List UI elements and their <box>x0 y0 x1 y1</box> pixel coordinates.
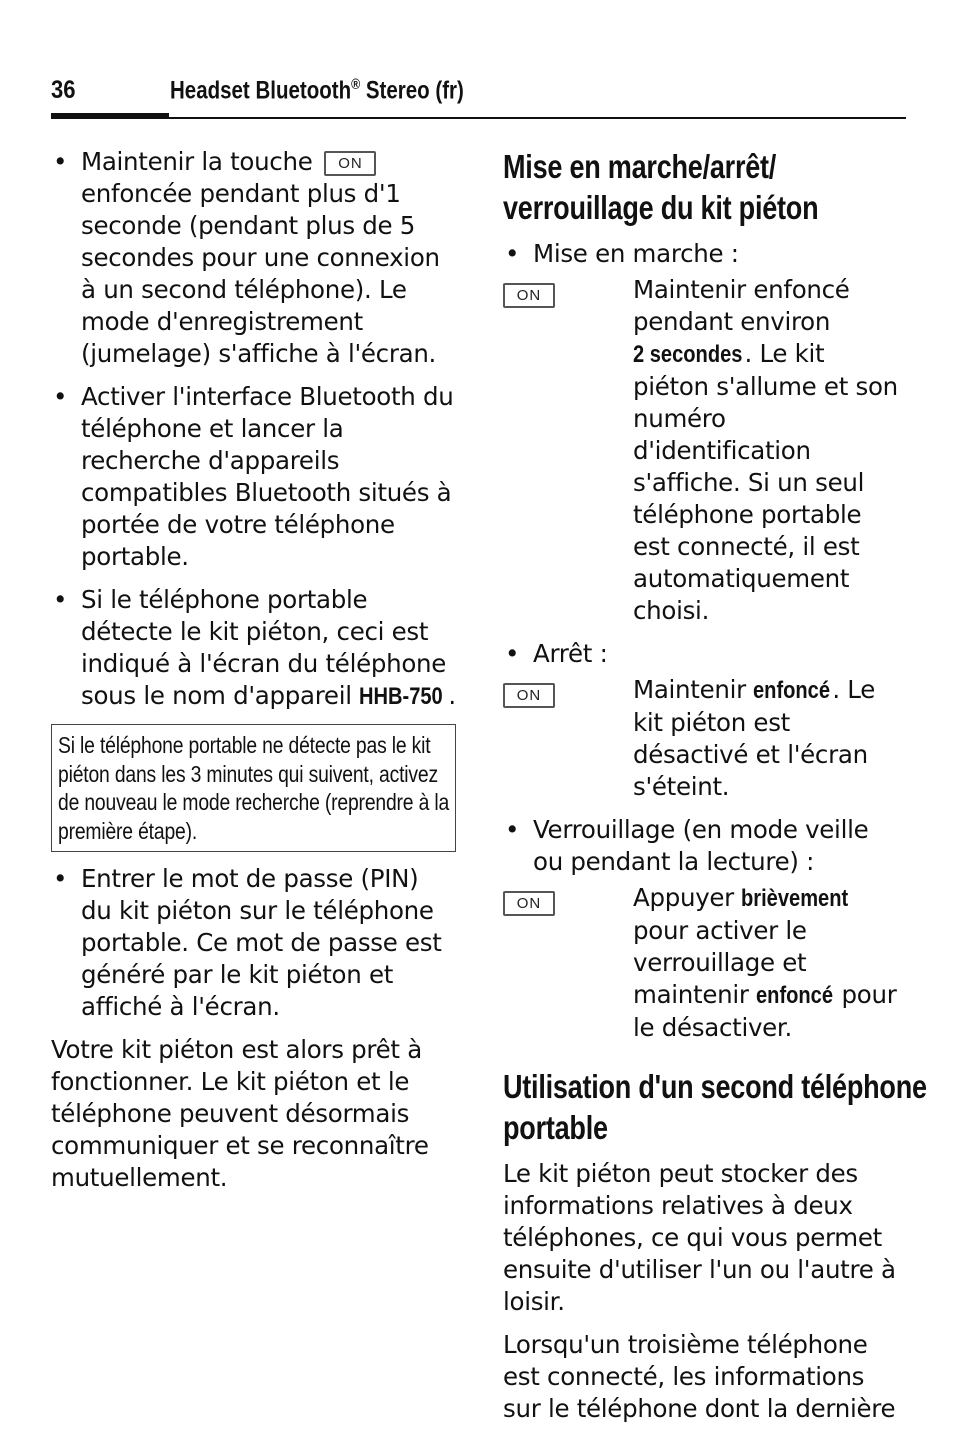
page-number: 36 <box>51 76 76 104</box>
registered-mark: ® <box>351 76 361 93</box>
list-item <box>51 584 456 713</box>
bullet1-text-a: Maintenir la touche <box>81 147 313 176</box>
bullet4-text: Entrer le mot de passe (PIN) du kit piéton sur le téléphone portable. Ce mot de passe est généré par le kit piéton et affiché à l'écran. <box>81 864 442 1021</box>
lock-text-b: pour activer le verrouillage et maintenir <box>633 916 807 1009</box>
header-title-suffix: Stereo (fr) <box>360 76 464 105</box>
on-key-icon: ON <box>324 151 376 176</box>
list-item <box>51 381 456 573</box>
power-on-text-a: Maintenir enfoncé pendant environ <box>633 275 850 336</box>
lock-bold-briefly: brièvement <box>741 885 849 912</box>
list-item <box>503 814 905 878</box>
power-on-list <box>503 238 905 270</box>
device-name: HHB-750 <box>359 683 443 710</box>
list-item <box>503 238 905 270</box>
power-off-step <box>503 674 905 803</box>
list-item <box>51 146 456 370</box>
bullet2-text: Activer l'interface Bluetooth du téléphone et lancer la recherche d'appareils compatibles Bluetooth situés à portée de votre téléphone portable. <box>81 382 454 571</box>
note-text: Si le téléphone portable ne détecte pas le kit piéton dans les 3 minutes qui suivent, activez de nouveau le mode recherche (reprendre à la première étape). <box>58 732 450 844</box>
on-key-icon: ON <box>503 891 555 916</box>
header-rule-thick <box>51 113 169 119</box>
bullet1-text-b: enfoncée pendant plus d'1 seconde (pendant plus de 5 secondes pour une connexion à un second téléphone). Le mode d'enregistrement (jumelage) s'affiche à l'écran. <box>81 179 440 368</box>
power-on-duration: 2 secondes <box>633 341 743 368</box>
list-item <box>503 638 905 670</box>
bullet3-end: . <box>448 681 456 710</box>
lock-list <box>503 814 905 878</box>
left-column <box>51 146 456 1205</box>
on-key-icon: ON <box>503 283 555 308</box>
power-off-text-b: . Le kit piéton est désactivé et l'écran s'éteint. <box>633 675 875 801</box>
power-off-list <box>503 638 905 670</box>
power-on-text-b: . Le kit piéton s'allume et son numéro d'identification s'affiche. Si un seul téléphone portable est connecté, il est automatiquement choisi. <box>633 339 898 625</box>
pin-step-list <box>51 863 456 1023</box>
lock-text-a: Appuyer <box>633 883 734 912</box>
section-title-power: Mise en marche/arrêt/ verrouillage du kit piéton <box>503 148 819 226</box>
second-phone-paragraph-2: Lorsqu'un troisième téléphone est connecté, les informations sur le téléphone dont la dernière <box>503 1330 896 1423</box>
power-off-text-a: Maintenir <box>633 675 746 704</box>
header-title-main: Headset Bluetooth <box>170 76 352 105</box>
second-phone-paragraph-1: Le kit piéton peut stocker des informations relatives à deux téléphones, ce qui vous permet ensuite d'utiliser l'un ou l'autre à loisir. <box>503 1159 896 1316</box>
power-off-bold: enfoncé <box>753 677 831 704</box>
lock-bold-held: enfoncé <box>756 982 834 1009</box>
lock-step <box>503 882 905 1044</box>
section-title-second-phone: Utilisation d'un second téléphone portable <box>503 1068 927 1146</box>
ready-paragraph: Votre kit piéton est alors prêt à fonctionner. Le kit piéton et le téléphone peuvent désormais communiquer et se reconnaître mutuellement. <box>51 1035 429 1192</box>
power-off-label: Arrêt : <box>533 639 608 668</box>
running-header <box>170 76 464 105</box>
pairing-steps-list <box>51 146 456 713</box>
header-rule-thin <box>169 117 906 119</box>
lock-text-c: pour le désactiver. <box>633 980 897 1042</box>
on-key-icon: ON <box>503 683 555 708</box>
note-box <box>51 724 456 852</box>
power-on-label: Mise en marche : <box>533 239 739 268</box>
power-on-step <box>503 274 905 627</box>
lock-label: Verrouillage (en mode veille ou pendant la lecture) : <box>533 815 869 876</box>
bullet3-text: Si le téléphone portable détecte le kit piéton, ceci est indiqué à l'écran du téléphone sous le nom d'appareil <box>81 585 447 710</box>
right-column <box>503 146 927 1436</box>
list-item <box>51 863 456 1023</box>
